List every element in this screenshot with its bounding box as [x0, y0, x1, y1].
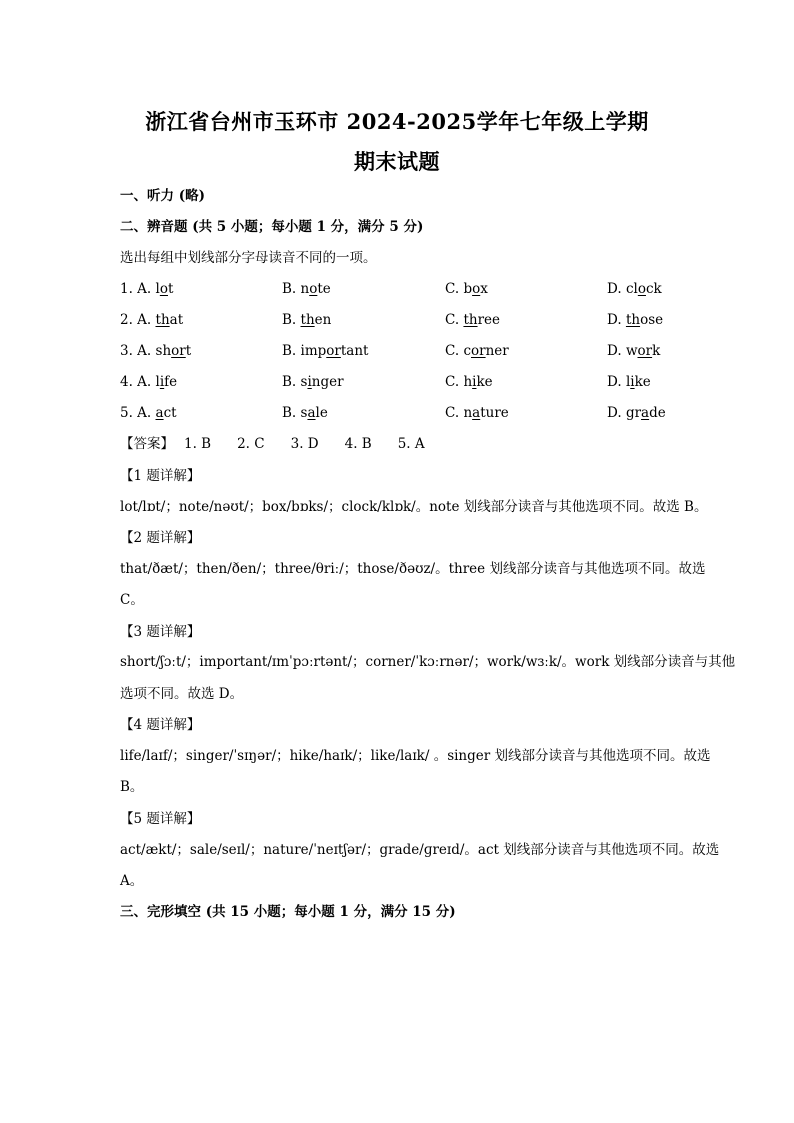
detail-5-text-cont: A。 [120, 873, 144, 889]
detail-2-text: that/ðæt/；then/ðen/；three/θriː/；those/ðəʊz/。three 划线部分读音与其他选项不同。故选 [120, 561, 706, 577]
option-1b: B. note [282, 281, 331, 297]
detail-3-text-cont: 选项不同。故选 D。 [120, 686, 244, 702]
option-5a: 5. A. act [120, 405, 177, 421]
option-1d: D. clock [607, 281, 662, 297]
answer-label: 【答案】 [120, 436, 174, 452]
answer-line [120, 434, 680, 454]
document-title: 浙江省台州市玉环市 2024-2025学年七年级上学期 [145, 109, 649, 134]
section-2-instruction: 选出每组中划线部分字母读音不同的一项。 [120, 250, 377, 266]
option-4b: B. singer [282, 374, 344, 390]
detail-3-heading: 【3 题详解】 [120, 624, 201, 640]
document-subtitle: 期末试题 [354, 149, 440, 174]
section-1-heading: 一、听力 (略) [120, 188, 205, 204]
detail-4-heading: 【4 题详解】 [120, 717, 201, 733]
answer-2: 2. C [237, 436, 265, 452]
detail-2-text-cont: C。 [120, 592, 144, 608]
answer-3: 3. D [290, 436, 319, 452]
option-3d: D. work [607, 343, 661, 359]
detail-5-text: act/ækt/；sale/seɪl/；nature/ˈneɪtʃər/；grade/ɡreɪd/。act 划线部分读音与其他选项不同。故选 [120, 842, 720, 858]
detail-1-heading: 【1 题详解】 [120, 468, 201, 484]
section-3-heading: 三、完形填空 (共 15 小题；每小题 1 分，满分 15 分) [120, 904, 456, 920]
option-4d: D. like [607, 374, 651, 390]
answer-5: 5. A [397, 436, 425, 452]
detail-3-text: short/ʃɔːt/；important/ɪmˈpɔːrtənt/；corner/ˈkɔːrnər/；work/wɜːk/。work 划线部分读音与其他 [120, 654, 736, 670]
detail-4-text-cont: B。 [120, 779, 144, 795]
detail-1-text: lot/lɒt/；note/nəʊt/；box/bɒks/；clock/klɒk/。note 划线部分读音与其他选项不同。故选 B。 [120, 499, 708, 515]
option-2a: 2. A. that [120, 312, 184, 328]
option-3c: C. corner [445, 343, 509, 359]
option-5d: D. grade [607, 405, 666, 421]
answer-4: 4. B [344, 436, 372, 452]
option-3a: 3. A. short [120, 343, 192, 359]
option-2d: D. those [607, 312, 664, 328]
option-4a: 4. A. life [120, 374, 178, 390]
detail-4-text: life/laɪf/；singer/ˈsɪŋər/；hike/haɪk/；like/laɪk/ 。singer 划线部分读音与其他选项不同。故选 [120, 748, 711, 764]
option-5c: C. nature [445, 405, 509, 421]
detail-2-heading: 【2 题详解】 [120, 530, 201, 546]
option-2c: C. three [445, 312, 500, 328]
option-5b: B. sale [282, 405, 328, 421]
section-2-heading: 二、辨音题 (共 5 小题；每小题 1 分，满分 5 分) [120, 219, 424, 235]
option-2b: B. then [282, 312, 332, 328]
option-1c: C. box [445, 281, 488, 297]
option-3b: B. important [282, 343, 369, 359]
option-1a: 1. A. lot [120, 281, 174, 297]
option-4c: C. hike [445, 374, 493, 390]
detail-5-heading: 【5 题详解】 [120, 811, 201, 827]
answer-1: 1. B [184, 436, 212, 452]
